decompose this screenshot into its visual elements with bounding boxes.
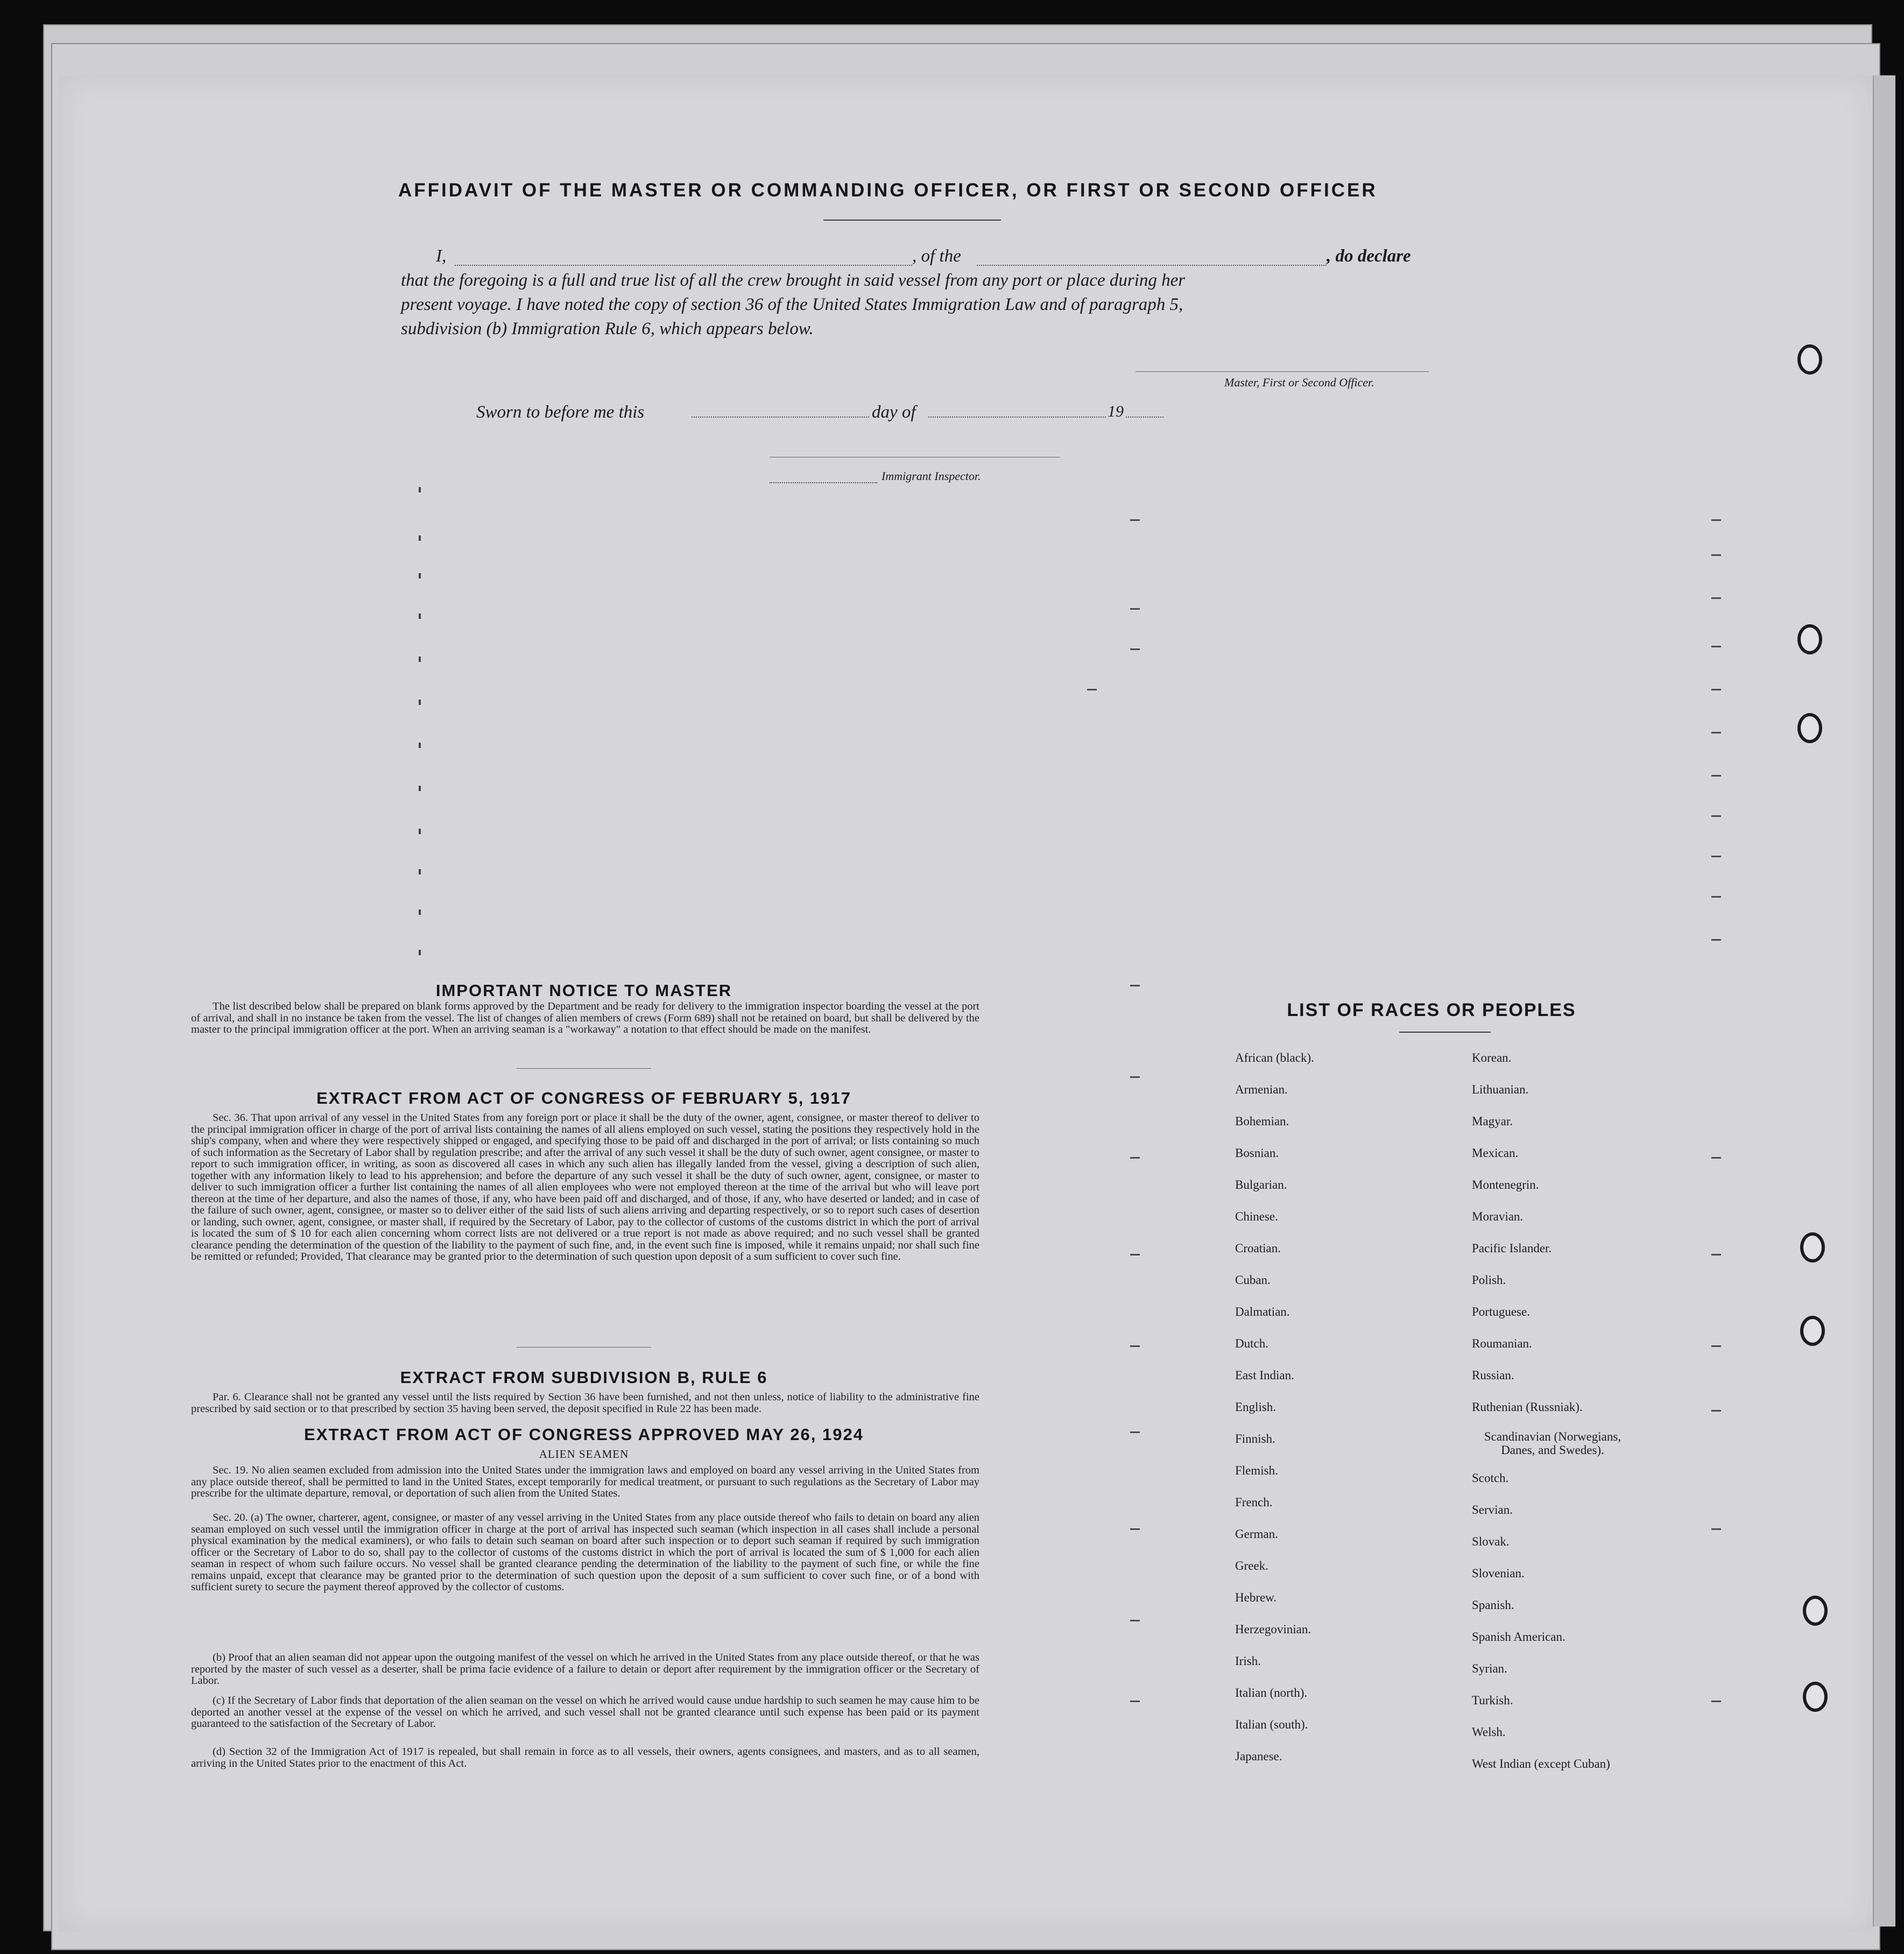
ruling-dash — [1711, 1345, 1721, 1347]
officer-signature-line[interactable] — [1136, 371, 1429, 372]
ruling-dash — [1711, 896, 1721, 898]
affidavit-body-line1: that the foregoing is a full and true list of all the crew brought in said vessel from any port or place during her — [401, 271, 1186, 290]
notice-divider — [517, 1068, 651, 1069]
extract-1924-para-1: Sec. 19. No alien seamen excluded from admission into the United States under the immigration laws and employed on board any vessel arriving in the United States from any place outside thereof, shall be permitted to land in the United States, except temporarily for medical treatment, or pursuant to such regulations as the Secretary of Labor may prescribe for the ultimate departure, removal, or deportation of such alien from the United States. — [191, 1464, 979, 1499]
race-item: Japanese. — [1235, 1750, 1282, 1763]
ruling-mark — [419, 613, 421, 619]
ruling-mark — [419, 657, 421, 662]
sworn-label: Sworn to before me this — [476, 403, 645, 422]
race-item: French. — [1235, 1496, 1273, 1509]
ruling-dash — [1711, 597, 1721, 599]
ruling-dash — [1130, 985, 1140, 986]
race-item: African (black). — [1235, 1051, 1314, 1064]
ruling-mark — [419, 869, 421, 874]
ruling-dash — [1711, 939, 1721, 941]
race-item: Roumanian. — [1472, 1337, 1532, 1350]
extract-1924-title: EXTRACT FROM ACT OF CONGRESS APPROVED MAY 26, 1924 — [304, 1425, 864, 1444]
ruling-mark — [419, 829, 421, 834]
affidavit-i-label: I, — [436, 246, 447, 266]
race-item: Bosnian. — [1235, 1146, 1279, 1160]
race-item: English. — [1235, 1400, 1277, 1414]
affidavit-declare-label: , do declare — [1327, 246, 1411, 266]
ruling-dash — [1130, 1620, 1140, 1621]
page-right-edge — [1873, 75, 1895, 1927]
binder-hole-icon — [1803, 1596, 1828, 1626]
race-item: Greek. — [1235, 1559, 1268, 1572]
race-item: Scotch. — [1472, 1471, 1509, 1485]
extract-1924-para-4: (c) If the Secretary of Labor finds that deportation of the alien seaman on the vessel on which he arrived would cause undue hardship to such seamen he may cause him to be deported an another vessel at the expense of the vessel on which he arrived, and such vessel shall not be granted clearance until such expense has been paid or its payment guaranteed to the satisfaction of the Secretary of Labor. — [191, 1695, 979, 1730]
inspector-caption: Immigrant Inspector. — [882, 469, 981, 483]
ruling-dash — [1711, 554, 1721, 556]
ruling-dash — [1711, 815, 1721, 817]
sworn-day-line[interactable] — [692, 417, 869, 418]
inspector-signature-line[interactable] — [770, 482, 877, 483]
affidavit-title: AFFIDAVIT OF THE MASTER OR COMMANDING OFFICER, OR FIRST OR SECOND OFFICER — [398, 180, 1378, 201]
sworn-month-line[interactable] — [928, 417, 1106, 418]
ruling-dash — [1711, 1410, 1721, 1412]
ruling-mark — [419, 786, 421, 791]
ruling-dash — [1711, 646, 1721, 647]
day-of-label: day of — [872, 403, 916, 422]
race-item: Spanish. — [1472, 1598, 1514, 1612]
race-item: Lithuanian. — [1472, 1083, 1529, 1096]
race-item: Herzegovinian. — [1235, 1623, 1311, 1636]
race-item: Irish. — [1235, 1654, 1261, 1668]
race-item: Polish. — [1472, 1273, 1506, 1287]
race-item: Finnish. — [1235, 1432, 1275, 1445]
race-item: Pacific Islander. — [1472, 1241, 1552, 1255]
extract-1917-title: EXTRACT FROM ACT OF CONGRESS OF FEBRUARY 5, 1917 — [316, 1089, 851, 1107]
officer-signature-caption: Master, First or Second Officer. — [1224, 376, 1374, 389]
race-item: Turkish. — [1472, 1694, 1513, 1707]
race-item: East Indian. — [1235, 1368, 1294, 1382]
ruling-dash — [1711, 775, 1721, 777]
race-item: Armenian. — [1235, 1083, 1288, 1096]
ruling-dash — [1130, 1528, 1140, 1530]
race-item: Spanish American. — [1472, 1630, 1565, 1643]
binder-hole-icon — [1797, 624, 1822, 654]
important-notice-title: IMPORTANT NOTICE TO MASTER — [435, 981, 732, 1000]
race-item: Korean. — [1472, 1051, 1512, 1064]
binder-hole-icon — [1800, 1316, 1825, 1346]
extract-rule6-title: EXTRACT FROM SUBDIVISION B, RULE 6 — [400, 1368, 768, 1387]
ruling-mark — [419, 700, 421, 705]
race-item: Bulgarian. — [1235, 1178, 1287, 1191]
extract-rule6-text: Par. 6. Clearance shall not be granted any vessel until the lists required by Section 36 have been furnished, and not then unless, notice of liability to the administrative fine prescribed by said section or to that prescribed by section 35 having been served, the deposit specified in Rule 22 has been made. — [191, 1391, 979, 1415]
races-title-underline — [1399, 1032, 1491, 1033]
race-item: Hebrew. — [1235, 1591, 1277, 1604]
ruling-dash — [1130, 648, 1140, 650]
ruling-dash — [1711, 732, 1721, 733]
master-name-line[interactable] — [455, 265, 912, 266]
vessel-name-line[interactable] — [977, 265, 1327, 266]
race-item: Scandinavian (Norwegians, Danes, and Swedes). — [1484, 1430, 1621, 1457]
race-item: Magyar. — [1472, 1114, 1513, 1128]
race-item: Syrian. — [1472, 1662, 1507, 1675]
ruling-dash — [1711, 519, 1721, 521]
race-item: Dalmatian. — [1235, 1305, 1290, 1318]
important-notice-text: The list described below shall be prepared on blank forms approved by the Department and be ready for delivery to the immigration inspector boarding the vessel at the port of arrival, and shall in no instance be taken from the vessel. The list of changes of alien members of crews (Form 689) shall not be retained on board, but shall be delivered by the master to the principal immigration officer at the port. When an arriving seaman is a "workaway" a notation to that effect should be made on the manifest. — [191, 1000, 979, 1035]
extract-1924-para-5: (d) Section 32 of the Immigration Act of 1917 is repealed, but shall remain in force as to all vessels, their owners, agents consignees, and masters, and as to all seamen, arriving in the United States prior to the enactment of this Act. — [191, 1746, 979, 1769]
affidavit-body-line3: subdivision (b) Immigration Rule 6, which appears below. — [401, 319, 814, 338]
race-item: Moravian. — [1472, 1210, 1524, 1223]
ruling-dash — [1087, 689, 1097, 690]
title-underline — [823, 220, 1001, 221]
race-item: Flemish. — [1235, 1464, 1278, 1477]
ruling-dash — [1130, 1076, 1140, 1078]
race-item: Portuguese. — [1472, 1305, 1530, 1318]
affidavit-body-line2: present voyage. I have noted the copy of section 36 of the United States Immigration Law and of paragraph 5, — [401, 295, 1183, 314]
race-item: Welsh. — [1472, 1725, 1506, 1739]
ruling-mark — [419, 487, 421, 492]
race-item: Croatian. — [1235, 1241, 1281, 1255]
ruling-dash — [1130, 1431, 1140, 1433]
ruling-dash — [1130, 1701, 1140, 1702]
race-item: Russian. — [1472, 1368, 1514, 1382]
binder-hole-icon — [1797, 713, 1822, 743]
ruling-dash — [1711, 689, 1721, 690]
ruling-dash — [1711, 1157, 1721, 1159]
ruling-mark — [419, 573, 421, 579]
ruling-dash — [1711, 856, 1721, 857]
race-item: Chinese. — [1235, 1210, 1278, 1223]
extract-1924-subtitle: ALIEN SEAMEN — [539, 1448, 629, 1461]
ruling-dash — [1711, 1254, 1721, 1255]
ruling-dash — [1130, 1254, 1140, 1255]
ruling-mark — [419, 743, 421, 748]
ruling-dash — [1711, 1528, 1721, 1530]
race-item: Ruthenian (Russniak). — [1472, 1400, 1583, 1414]
binder-hole-icon — [1797, 344, 1822, 375]
race-item: German. — [1235, 1527, 1278, 1541]
race-item: Slovak. — [1472, 1535, 1510, 1548]
ruling-dash — [1130, 519, 1140, 521]
race-item: Slovenian. — [1472, 1567, 1525, 1580]
race-item: Italian (south). — [1235, 1718, 1308, 1731]
race-item: West Indian (except Cuban) — [1472, 1757, 1610, 1770]
sworn-year-line[interactable] — [1126, 417, 1163, 418]
ruling-mark — [419, 909, 421, 915]
ruling-dash — [1711, 1701, 1721, 1702]
affidavit-of-the-label: , of the — [912, 246, 961, 266]
ruling-mark — [419, 950, 421, 955]
race-item: Dutch. — [1235, 1337, 1268, 1350]
year-prefix: 19 — [1108, 403, 1124, 420]
race-item: Montenegrin. — [1472, 1178, 1539, 1191]
extract-1917-divider — [517, 1347, 651, 1348]
extract-1924-para-3: (b) Proof that an alien seaman did not appear upon the outgoing manifest of the vessel on which he arrived in the United States from any place outside thereof, or that he was reported by the master of such vessel as a deserter, shall be prima facie evidence of a failure to detain or deport after requirement by the immigration officer or the Secretary of Labor. — [191, 1652, 979, 1687]
ruling-dash — [1130, 1157, 1140, 1159]
races-title: LIST OF RACES OR PEOPLES — [1287, 1000, 1576, 1020]
ruling-dash — [1130, 608, 1140, 610]
race-item: Servian. — [1472, 1503, 1513, 1516]
race-item: Bohemian. — [1235, 1114, 1289, 1128]
race-item: Italian (north). — [1235, 1686, 1308, 1699]
extract-1924-para-2: Sec. 20. (a) The owner, charterer, agent, consignee, or master of any vessel arriving in the United States from any place outside thereof who fails to detain on board any alien seaman employed on such vessel until the immigration officer in charge at the port of arrival has inspected such seaman (which inspection in all cases shall include a personal physical examination by the medical examiners), or who fails to detain such seaman on board after such inspection or to deport such seaman if required by such immigration officer or the Secretary of Labor to do so, shall pay to the collector of customs of the customs district in which the port of arrival is located the sum of $ 1,000 for each alien seaman in respect of whom such failure occurs. No vessel shall be granted clearance pending the determination of the liability to the payment of such fine, or while the fine remains unpaid, except that clearance may be granted prior to the determination of such question upon the deposit of a sum sufficient to cover such fine, or of a bond with sufficient surety to secure the payment thereof approved by the collector of customs. — [191, 1512, 979, 1593]
binder-hole-icon — [1803, 1682, 1828, 1712]
binder-hole-icon — [1800, 1232, 1825, 1262]
ruling-mark — [419, 535, 421, 541]
ruling-dash — [1130, 1345, 1140, 1347]
race-item: Cuban. — [1235, 1273, 1271, 1287]
extract-1917-text: Sec. 36. That upon arrival of any vessel in the United States from any foreign port or place it shall be the duty of the owner, agent, consignee, or master thereof to deliver to the principal immigration officer in charge of the port of arrival lists containing the names of all aliens employed on such vessel, stating the positions they respectively hold in the ship's company, when and where they were respectively shipped or engaged, and specifying those to be paid off and discharged in the port of arrival; or lists containing so much of such information as the Secretary of Labor shall by regulation prescribe; and after the arrival of any such vessel it shall be the duty of such owner, agent consignee, or master to report to such immigration officer, in writing, as soon as discovered all cases in which any such alien has illegally landed from the vessel, giving a description of such alien, together with any information likely to lead to his apprehension; and before the departure of any such vessel it shall be the duty of such owner, agent, consignee, or master to deliver to such immigration officer a further list containing the names of all alien employees who were not employed thereon at the time of the arrival but who will leave port thereon at the time of her departure, and also the names of those, if any, who have been paid off and discharged, and of those, if any, who have deserted or landed; and in case of the failure of such owner, agent, consignee, or master so to deliver either of the said lists of such aliens arriving and departing respectively, or so to report such cases of desertion or landing, such owner, agent, consignee, or master shall, if required by the Secretary of Labor, pay to the collector of customs of the customs district in which the port of arrival is located the sum of $ 10 for each alien concerning whom correct lists are not delivered or a true report is not made as above required; and no such vessel shall be granted clearance pending the determination of the question of the liability to the payment of such fine, and, in the event such fine is imposed, while it remains unpaid; nor shall such fine be remitted or refunded; Provided, That clearance may be granted prior to the determination of such question upon deposit of a sum sufficient to cover such fine. — [191, 1112, 979, 1262]
race-item: Mexican. — [1472, 1146, 1519, 1160]
